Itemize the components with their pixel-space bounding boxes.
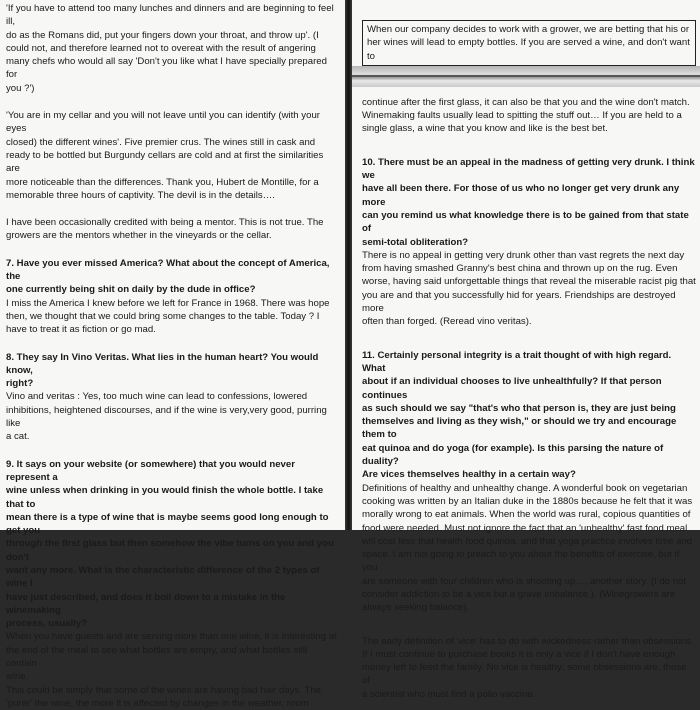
answer-7: I miss the America I knew before we left for France in 1968. There was hope then, we thought that we could bring some changes to the table. Today ? I have to treat it as fiction or go mad. <box>6 297 330 336</box>
question-7: 7. Have you ever missed America? What about the concept of America, the one currently being shit on daily by the dude in office? <box>6 257 330 296</box>
answer-9-part-1: When you have guests and are serving more than one wine, it is interesting at the end of the meal to see what bottles are empty, and what bottles still contain wine. <box>6 631 337 683</box>
top-boxed-text: When our company decides to work with a grower, we are betting that his or her wines will lead to empty bottles. If you are served a wine, and don't want to <box>367 24 690 62</box>
book-gutter <box>345 0 352 530</box>
question-10: 10. There must be an appeal in the madness of getting very drunk. I think we have all been there. For those of us who no longer get very drunk any more can you remind us what knowledge there is to be gained from that state of semi-total obliteration? <box>362 156 695 248</box>
answer-10: There is no appeal in getting very drunk other than vast regrets the next day from having smashed Granny's best china and thrown up on the rug. Even worse, having said unforgettable things that reveal the miserable racist pig that you are and that you successfully hid for years. Friendships are destroyed more often than forged. (Reread vino veritas). <box>362 249 696 328</box>
question-8: 8. They say In Vino Veritas. What lies in the human heart? You would know, right? <box>6 351 319 390</box>
question-9: 9. It says on your website (or somewhere) that you would never represent a wine unless when drinking in you would finish the whole bottle. I take that to mean there is a type of wine that is maybe seems good long enough to get you through the first glass but then somehow the vibe turns on you and you don't want any more. What is the characteristic difference of the 2 types of wine I have just described, and does it boil down to a mistake in the winemaking process, usually? <box>6 458 334 630</box>
mentor-paragraph: I have been occasionally credited with being a mentor. This is not true. The growers are the mentors whether in the vineyards or the cellar. <box>6 217 324 242</box>
question-11: 11. Certainly personal integrity is a trait thought of with high regard. What about if an individual chooses to live unhealthfully? If that person continues as such should we say "that's who that person is, they are just being themselves and living as they wish," or should we try and encourage them to eat quinoa and do yoga (for example). Is this parsing the nature of duality? Are vices themselves healthy in a certain way? <box>362 349 677 481</box>
intro-quote: 'If you have to attend too many lunches and dinners and are beginning to feel ill, do as the Romans did, put your fingers down your throat, and throw up'. (I could not, and therefore learned not to overeat with the result of angering many chefs who would all say 'Don't you like what I have specially prepared for you ?') <box>6 3 334 94</box>
answer-11-part-1: Definitions of healthy and unhealthy change. A wonderful book on vegetarian cooking was written by an Italian duke in the 1880s because he felt that it was morally wrong to eat animals. When the world was rural, copious quantities of food were needed. Must not ignore the fact that an 'unhealthy' fast food meal will cost less that health food quinoa, and that yoga practice involves time and space. I am not going to preach to you about the benefits of exercise, but if you are someone with four children who is shooting up…..another story. (I do not consider addiction to be a vice but a grave imbalance.). (Winegrowers are always seeking balance). <box>362 482 693 614</box>
top-boxed-snippet <box>362 20 696 66</box>
answer-8: Vino and veritas : Yes, too much wine can lead to confessions, lowered inhibitions, heightened discourses, and if the wine is very,very good, purring like a cat. <box>6 391 327 443</box>
answer-9-part-2: This could be simply that some of the wines are having bad hair days. The 'purer' the wine, the more it is affected by changes in the weather, room <box>6 684 321 709</box>
torn-edge-divider <box>352 66 700 87</box>
cellar-paragraph: 'You are in my cellar and you will not leave until you can identify (with your eyes closed) the different wines'. Five premier crus. The wines still in cask and ready to be bottled but Burgundy cellars are cold and at first the similarities are more noticeable than the differences. Thank you, Hubert de Montille, for a memorable three hours of captivity. The devil is in the details…. <box>6 110 324 201</box>
answer-9-continued: continue after the first glass, it can also be that you and the wine don't match. Winemaking faults usually lead to spitting the stuff out… If you are held to a single glass, a wine that you know and like is the best bet. <box>362 96 690 135</box>
right-page <box>352 0 700 700</box>
answer-11-part-2: The early definition of 'vice' has to do with wickedness rather than obsessions. If I must continue to purchase books it is only a vice if I don't have enough money left to feed the family. No vice is healthy; some obsessions are, those of a scientist who must find a polio vaccine. <box>362 635 694 700</box>
left-page <box>0 0 345 709</box>
